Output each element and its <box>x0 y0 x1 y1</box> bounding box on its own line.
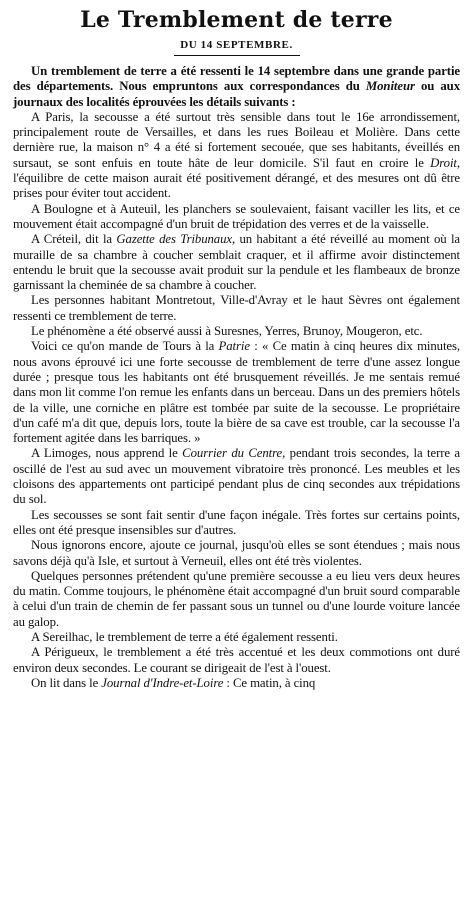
text-run: Les secousses se sont fait sentir d'une façon inégale. Très fortes sur certains points, elles ont été presque insensibles sur d'autres. <box>13 507 460 537</box>
title-rule <box>174 55 300 56</box>
article-paragraph <box>13 508 460 539</box>
text-run: ou aux journaux des localités éprouvées les détails suivants : <box>13 79 460 109</box>
article-paragraph <box>13 64 460 110</box>
italic-phrase: Courrier du Centre <box>182 446 283 461</box>
article-paragraph <box>13 293 460 324</box>
text-run: : « Ce matin à cinq heures dix minutes, nous avons éprouvé ici une forte secousse de tremblement de terre d'une assez longue durée ; presque tous les habitants ont été brusquement réveillés. Je me sentais remué dans mon lit comme l'on remue les enfants dans un berceau. Dans un des premiers hôtels de la ville, une corniche en plâtre est tombée par suite de la secousse. Le propriétaire d'un café m'a dit que, depuis lors, toute la bière de sa cave est trouble, car la secousse l'a fortement agitée dans les barriques. » <box>13 339 460 446</box>
italic-phrase: Patrie <box>218 339 250 354</box>
text-run: A Paris, la secousse a été surtout très sensible dans tout le 16e arrondissement, principalement route de Versailles, et dans les rues Boileau et Molière. Dans cette dernière rue, la maison n° 4 a été si fortement secouée, que ses habitants, éveillés en sursaut, se sont enfuis en toute hâte de leur domicile. S'il faut en croire le <box>13 109 460 170</box>
text-run: A Périgueux, le tremblement a été très accentué et les deux commotions ont duré environ deux secondes. Le courant se dirigeait de l'est à l'ouest. <box>13 645 460 675</box>
text-run: Un tremblement de terre a été ressenti le 14 septembre dans une grande partie des départements. Nous empruntons aux correspondances du <box>13 64 460 94</box>
text-run: : Ce matin, à cinq <box>223 675 316 690</box>
text-run: , un habitant a été réveillé au moment où la muraille de sa chambre à coucher semblait craquer, et il affirme avoir distinctement entendu le bruit que la secousse avait produit sur la pendule et les flambeaux de bronze garnissant la cheminée de sa chambre à coucher. <box>13 232 460 293</box>
text-run: Voici ce qu'on mande de Tours à la <box>31 339 219 354</box>
article-paragraph <box>13 339 460 446</box>
text-run: A Limoges, nous apprend le <box>31 446 183 461</box>
italic-phrase: Moniteur <box>365 79 415 94</box>
article-paragraph <box>13 446 460 507</box>
text-run: A Créteil, dit la <box>31 232 117 247</box>
italic-phrase: Journal d'Indre-et-Loire <box>101 675 224 690</box>
article-paragraph <box>13 110 460 202</box>
article-paragraph <box>13 569 460 630</box>
text-run: , pendant trois secondes, la terre a oscillé de l'est au sud avec un mouvement vibratoire très prononcé. Les meubles et les cloisons des appartements ont participé pendant plus de cinq secondes aux trépidations du sol. <box>13 446 460 507</box>
article-paragraph <box>13 676 460 691</box>
text-run: , l'équilibre de cette maison aurait été positivement dérangé, et des mesures ont dû être prises pour éviter tout accident. <box>13 155 460 201</box>
italic-phrase: Droit <box>430 155 457 170</box>
text-run: Nous ignorons encore, ajoute ce journal, jusqu'où elles se sont étendues ; mais nous savons déjà qu'à Isle, et surtout à Verneuil, elles ont été très violentes. <box>13 538 460 568</box>
article-body <box>13 64 460 691</box>
italic-phrase: Gazette des Tribunaux <box>116 232 232 247</box>
article-title: Le Tremblement de terre <box>80 7 393 33</box>
text-run: Le phénomène a été observé aussi à Suresnes, Yerres, Brunoy, Mougeron, etc. <box>31 324 423 339</box>
text-run: Les personnes habitant Montretout, Ville-d'Avray et le haut Sèvres ont également ressenti ce tremblement de terre. <box>13 293 460 323</box>
article-dateline: DU 14 SEPTEMBRE. <box>180 39 293 51</box>
article-paragraph <box>13 232 460 293</box>
text-run: A Sereilhac, le tremblement de terre a été également ressenti. <box>31 629 338 644</box>
article-paragraph <box>13 538 460 569</box>
article-paragraph <box>13 324 460 339</box>
article-paragraph <box>13 202 460 233</box>
article-paragraph <box>13 630 460 645</box>
article-paragraph <box>13 645 460 676</box>
text-run: A Boulogne et à Auteuil, les planchers se soulevaient, faisant vaciller les lits, et ce mouvement était accompagné d'un bruit de trépidation des verres et de la vaisselle. <box>13 201 460 231</box>
text-run: On lit dans le <box>31 675 102 690</box>
text-run: Quelques personnes prétendent qu'une première secousse a eu lieu vers deux heures du matin. Comme toujours, le phénomène était accompagné d'un bruit sourd comparable à celui d'un train de chemin de fer passant sous un tunnel ou d'une lourde voiture lancée au galop. <box>13 568 460 629</box>
